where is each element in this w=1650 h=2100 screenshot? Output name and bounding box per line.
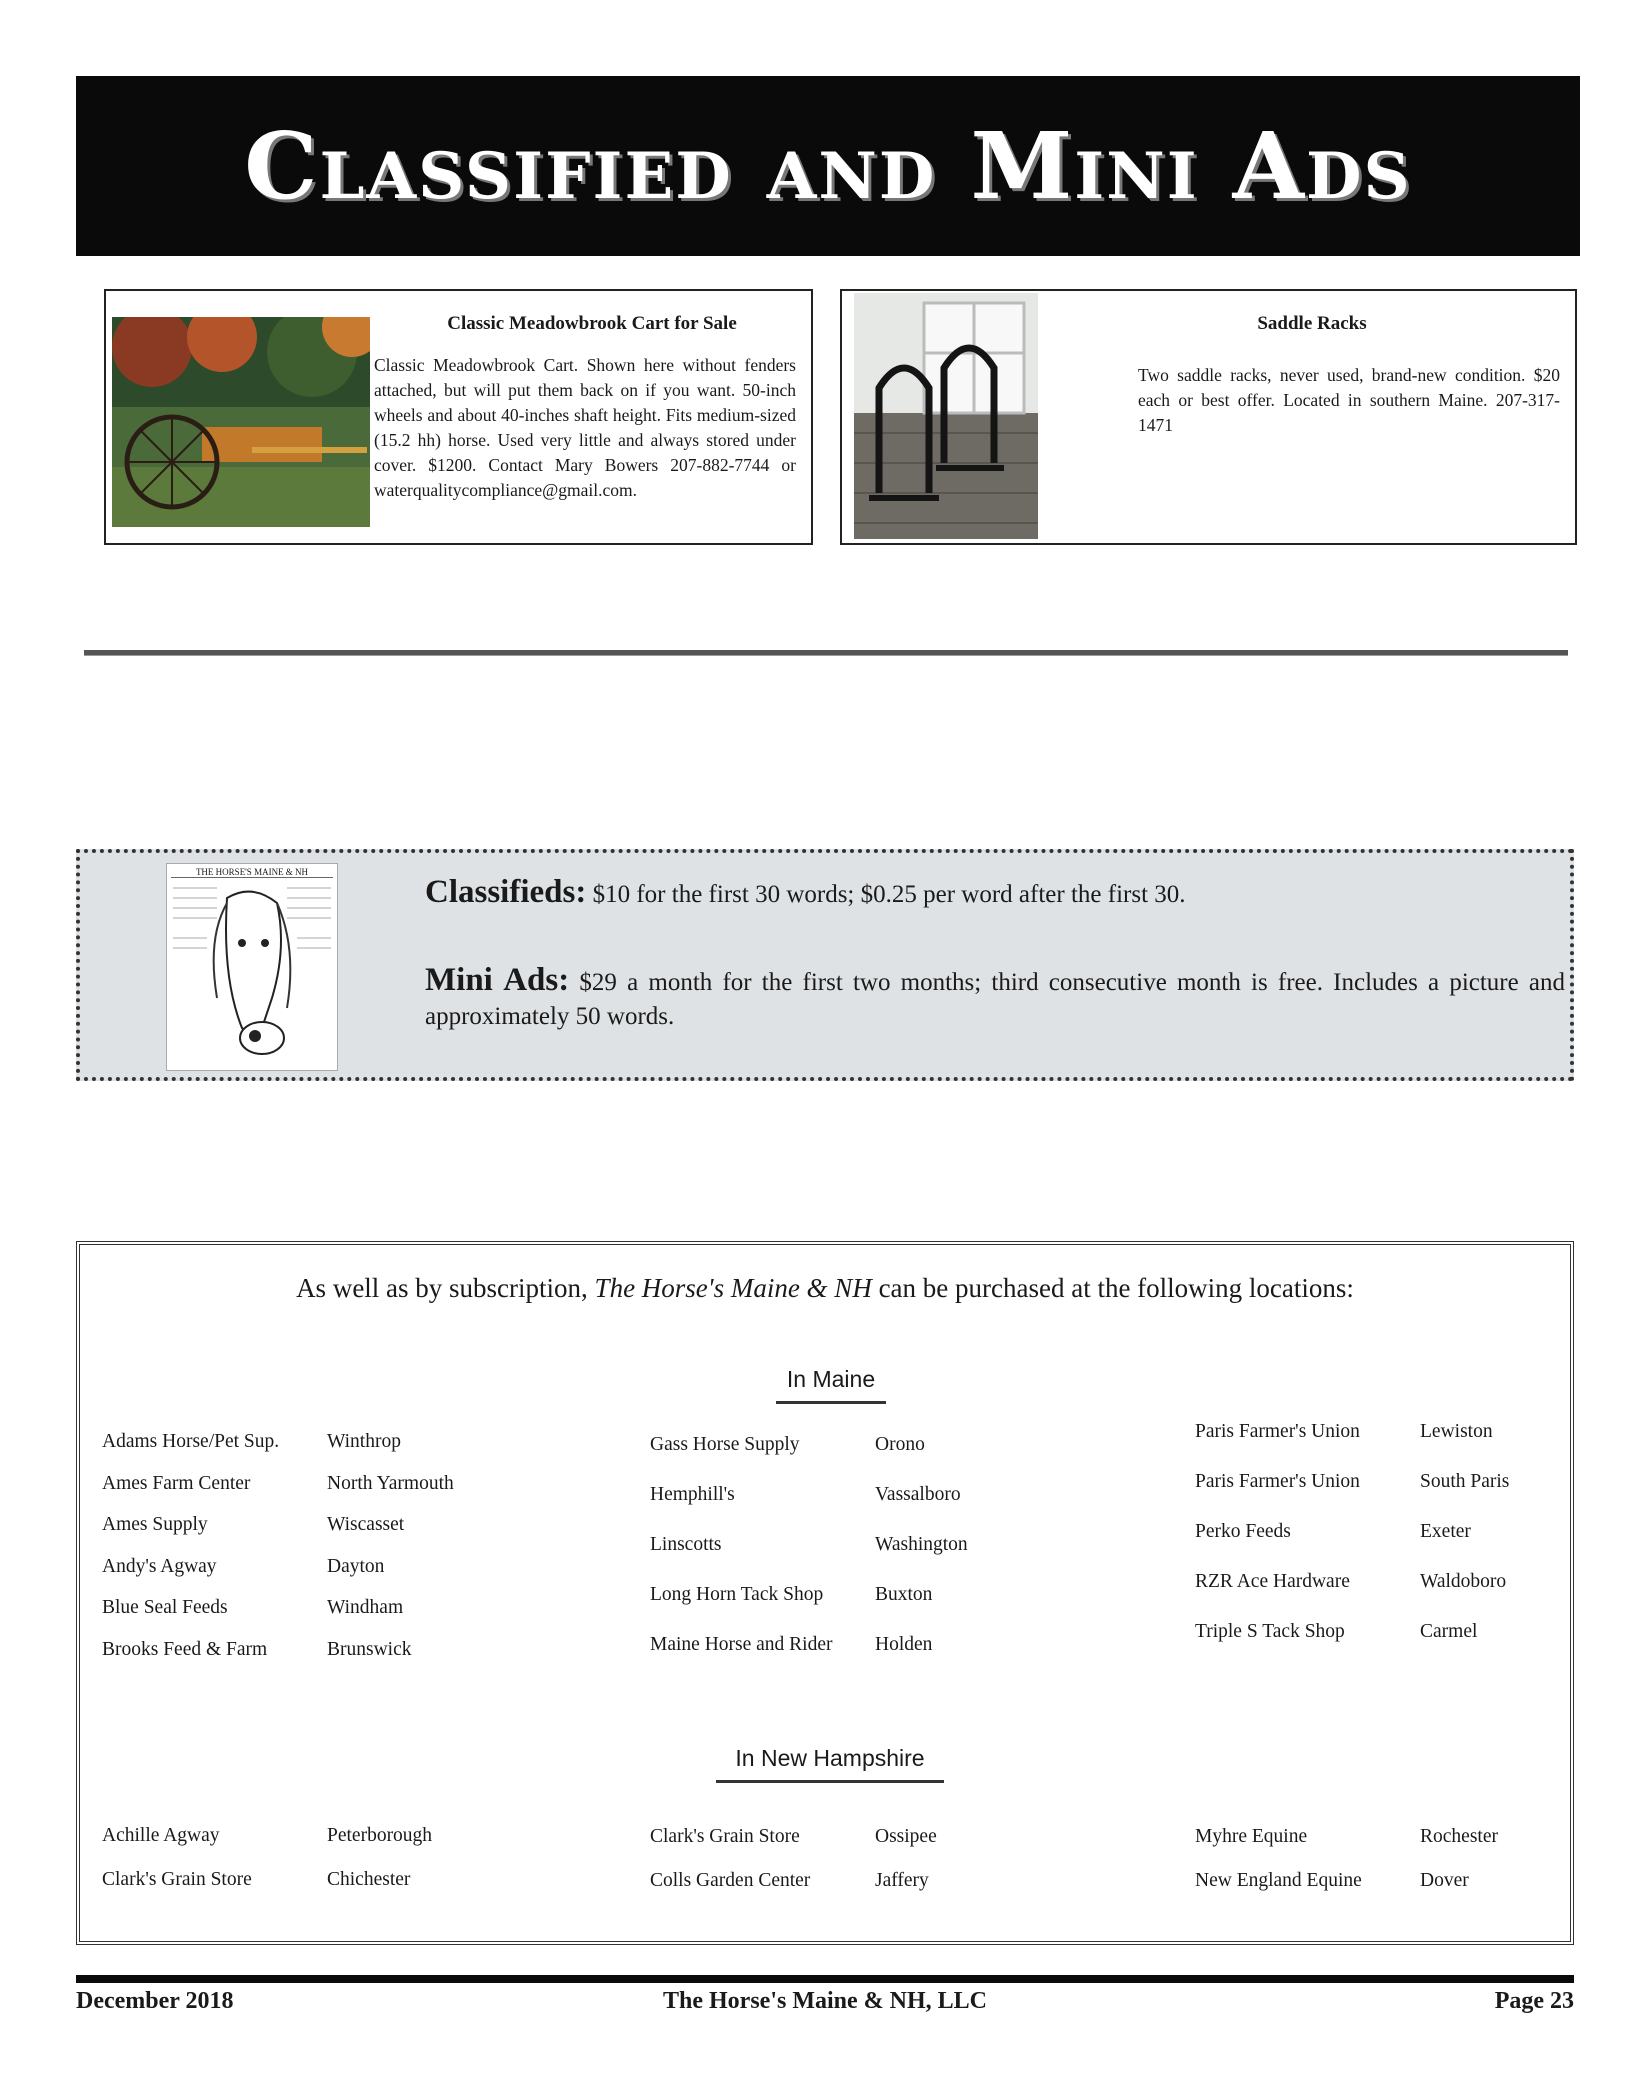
store-name: Ames Farm Center bbox=[102, 1472, 251, 1494]
store-name: Achille Agway bbox=[102, 1825, 220, 1846]
location-row bbox=[650, 1584, 1030, 1634]
new-hampshire-heading: In New Hampshire bbox=[716, 1745, 944, 1783]
retail-locations-box bbox=[76, 1241, 1574, 1945]
store-town: Exeter bbox=[1420, 1521, 1471, 1542]
store-name: Colls Garden Center bbox=[650, 1869, 811, 1891]
location-row bbox=[650, 1634, 1030, 1684]
store-town: Peterborough bbox=[327, 1825, 433, 1846]
store-town: Waldoboro bbox=[1420, 1571, 1507, 1592]
newspaper-horse-illustration bbox=[166, 863, 338, 1071]
store-town: Chichester bbox=[327, 1868, 411, 1890]
store-town: Carmel bbox=[1420, 1621, 1478, 1642]
nh-column bbox=[650, 1826, 1030, 1913]
location-row bbox=[1195, 1870, 1575, 1914]
maine-column bbox=[102, 1431, 482, 1680]
classified-ad-saddle-racks bbox=[840, 289, 1577, 545]
location-row bbox=[102, 1431, 482, 1473]
location-row bbox=[650, 1484, 1030, 1534]
intro-text: As well as by subscription, bbox=[296, 1273, 595, 1303]
classified-ad-cart bbox=[104, 289, 813, 545]
location-row bbox=[650, 1870, 1030, 1914]
store-town: Winthrop bbox=[327, 1431, 401, 1452]
mini-ads-price: $29 a month for the first two months; third consecutive month is free. Includes a picture and approximately 50 words. bbox=[425, 969, 1566, 1030]
maine-column bbox=[1195, 1421, 1575, 1671]
location-row bbox=[102, 1869, 482, 1913]
store-town: Windham bbox=[327, 1597, 404, 1618]
page-title: Classified and Mini Ads bbox=[244, 112, 1412, 220]
store-name: Linscotts bbox=[650, 1534, 722, 1555]
store-name: Paris Farmer's Union bbox=[1195, 1421, 1360, 1442]
ad-body: Two saddle racks, never used, brand-new condition. $20 each or best offer. Located in southern Maine. 207-317-1471 bbox=[1138, 365, 1560, 435]
page-banner bbox=[76, 76, 1580, 256]
locations-intro bbox=[80, 1273, 1570, 1304]
location-row bbox=[102, 1514, 482, 1556]
location-row bbox=[102, 1473, 482, 1515]
location-row bbox=[102, 1825, 482, 1869]
store-name: Brooks Feed & Farm bbox=[102, 1638, 268, 1660]
intro-text: can be purchased at the following locations: bbox=[871, 1273, 1354, 1303]
store-town: Wiscasset bbox=[327, 1514, 405, 1535]
store-town: Washington bbox=[875, 1534, 968, 1555]
store-town: Dayton bbox=[327, 1555, 385, 1577]
store-town: South Paris bbox=[1420, 1471, 1510, 1492]
page-number: Page 23 bbox=[1494, 1988, 1574, 2014]
store-town: Brunswick bbox=[327, 1638, 412, 1660]
store-name: Maine Horse and Rider bbox=[650, 1634, 833, 1655]
classifieds-price: $10 for the first 30 words; $0.25 per word after the first 30. bbox=[592, 881, 1186, 908]
store-name: Long Horn Tack Shop bbox=[650, 1584, 824, 1605]
section-divider bbox=[84, 650, 1568, 656]
location-row bbox=[1195, 1571, 1575, 1621]
store-name: Paris Farmer's Union bbox=[1195, 1471, 1360, 1492]
store-name: RZR Ace Hardware bbox=[1195, 1571, 1350, 1592]
store-town: Buxton bbox=[875, 1584, 933, 1605]
store-name: Triple S Tack Shop bbox=[1195, 1621, 1345, 1642]
store-name: Gass Horse Supply bbox=[650, 1434, 800, 1455]
cart-photo bbox=[112, 317, 370, 527]
location-row bbox=[650, 1826, 1030, 1870]
publisher-name: The Horse's Maine & NH, LLC bbox=[663, 1988, 987, 2014]
location-row bbox=[102, 1639, 482, 1681]
issue-date: December 2018 bbox=[76, 1988, 234, 2014]
saddle-racks-photo bbox=[854, 293, 1038, 539]
store-town: Ossipee bbox=[875, 1826, 937, 1847]
store-name: Ames Supply bbox=[102, 1514, 208, 1535]
location-row bbox=[650, 1534, 1030, 1584]
ad-body: Classic Meadowbrook Cart. Shown here without fenders attached, but will put them back on if you want. 50-inch wheels and about 40-inches shaft height. Fits medium-sized (15.2 hh) horse. Used very little and always stored under cover. $1200. Contact Mary Bowers 207-882-7744 or waterqualitycompliance@gmail.com. bbox=[374, 355, 796, 500]
thumb-caption: THE HORSE'S MAINE & NH bbox=[171, 864, 333, 878]
maine-column bbox=[650, 1434, 1030, 1684]
store-town: Vassalboro bbox=[875, 1484, 961, 1505]
ad-title: Classic Meadowbrook Cart for Sale bbox=[447, 313, 737, 334]
footer-rule bbox=[76, 1975, 1574, 1983]
store-town: Holden bbox=[875, 1634, 933, 1655]
store-name: Clark's Grain Store bbox=[102, 1868, 252, 1890]
store-town: Lewiston bbox=[1420, 1421, 1493, 1442]
store-town: Jaffery bbox=[875, 1869, 929, 1891]
mini-ads-rate: Mini Ads: $29 a month for the first two months; third consecutive month is free. Includes a picture and approximately 50 words. bbox=[425, 962, 1566, 1030]
nh-column bbox=[1195, 1826, 1575, 1913]
store-town: Dover bbox=[1420, 1869, 1469, 1891]
location-row bbox=[1195, 1521, 1575, 1571]
store-town: North Yarmouth bbox=[327, 1472, 454, 1494]
location-row bbox=[102, 1556, 482, 1598]
publication-name: The Horse's Maine & NH bbox=[594, 1273, 872, 1303]
nh-column bbox=[102, 1825, 482, 1912]
mini-ads-label: Mini Ads bbox=[425, 962, 559, 998]
store-name: Adams Horse/Pet Sup. bbox=[102, 1431, 280, 1452]
store-name: Myhre Equine bbox=[1195, 1826, 1308, 1847]
location-row bbox=[1195, 1471, 1575, 1521]
location-row bbox=[1195, 1421, 1575, 1471]
classifieds-rate: Classifieds: $10 for the first 30 words; $0.25 per word after the first 30. bbox=[425, 874, 1186, 910]
store-name: Perko Feeds bbox=[1195, 1521, 1291, 1542]
store-town: Orono bbox=[875, 1434, 925, 1455]
maine-heading: In Maine bbox=[776, 1366, 886, 1404]
store-town: Rochester bbox=[1420, 1826, 1498, 1847]
ad-title: Saddle Racks bbox=[1257, 313, 1367, 334]
store-name: Clark's Grain Store bbox=[650, 1826, 800, 1847]
location-row bbox=[650, 1434, 1030, 1484]
location-row bbox=[102, 1597, 482, 1639]
store-name: Andy's Agway bbox=[102, 1555, 217, 1577]
location-row bbox=[1195, 1621, 1575, 1671]
classifieds-label: Classifieds bbox=[425, 874, 576, 910]
store-name: Hemphill's bbox=[650, 1484, 735, 1505]
store-name: New England Equine bbox=[1195, 1869, 1362, 1891]
store-name: Blue Seal Feeds bbox=[102, 1597, 228, 1618]
location-row bbox=[1195, 1826, 1575, 1870]
ad-rates-box bbox=[76, 849, 1574, 1081]
